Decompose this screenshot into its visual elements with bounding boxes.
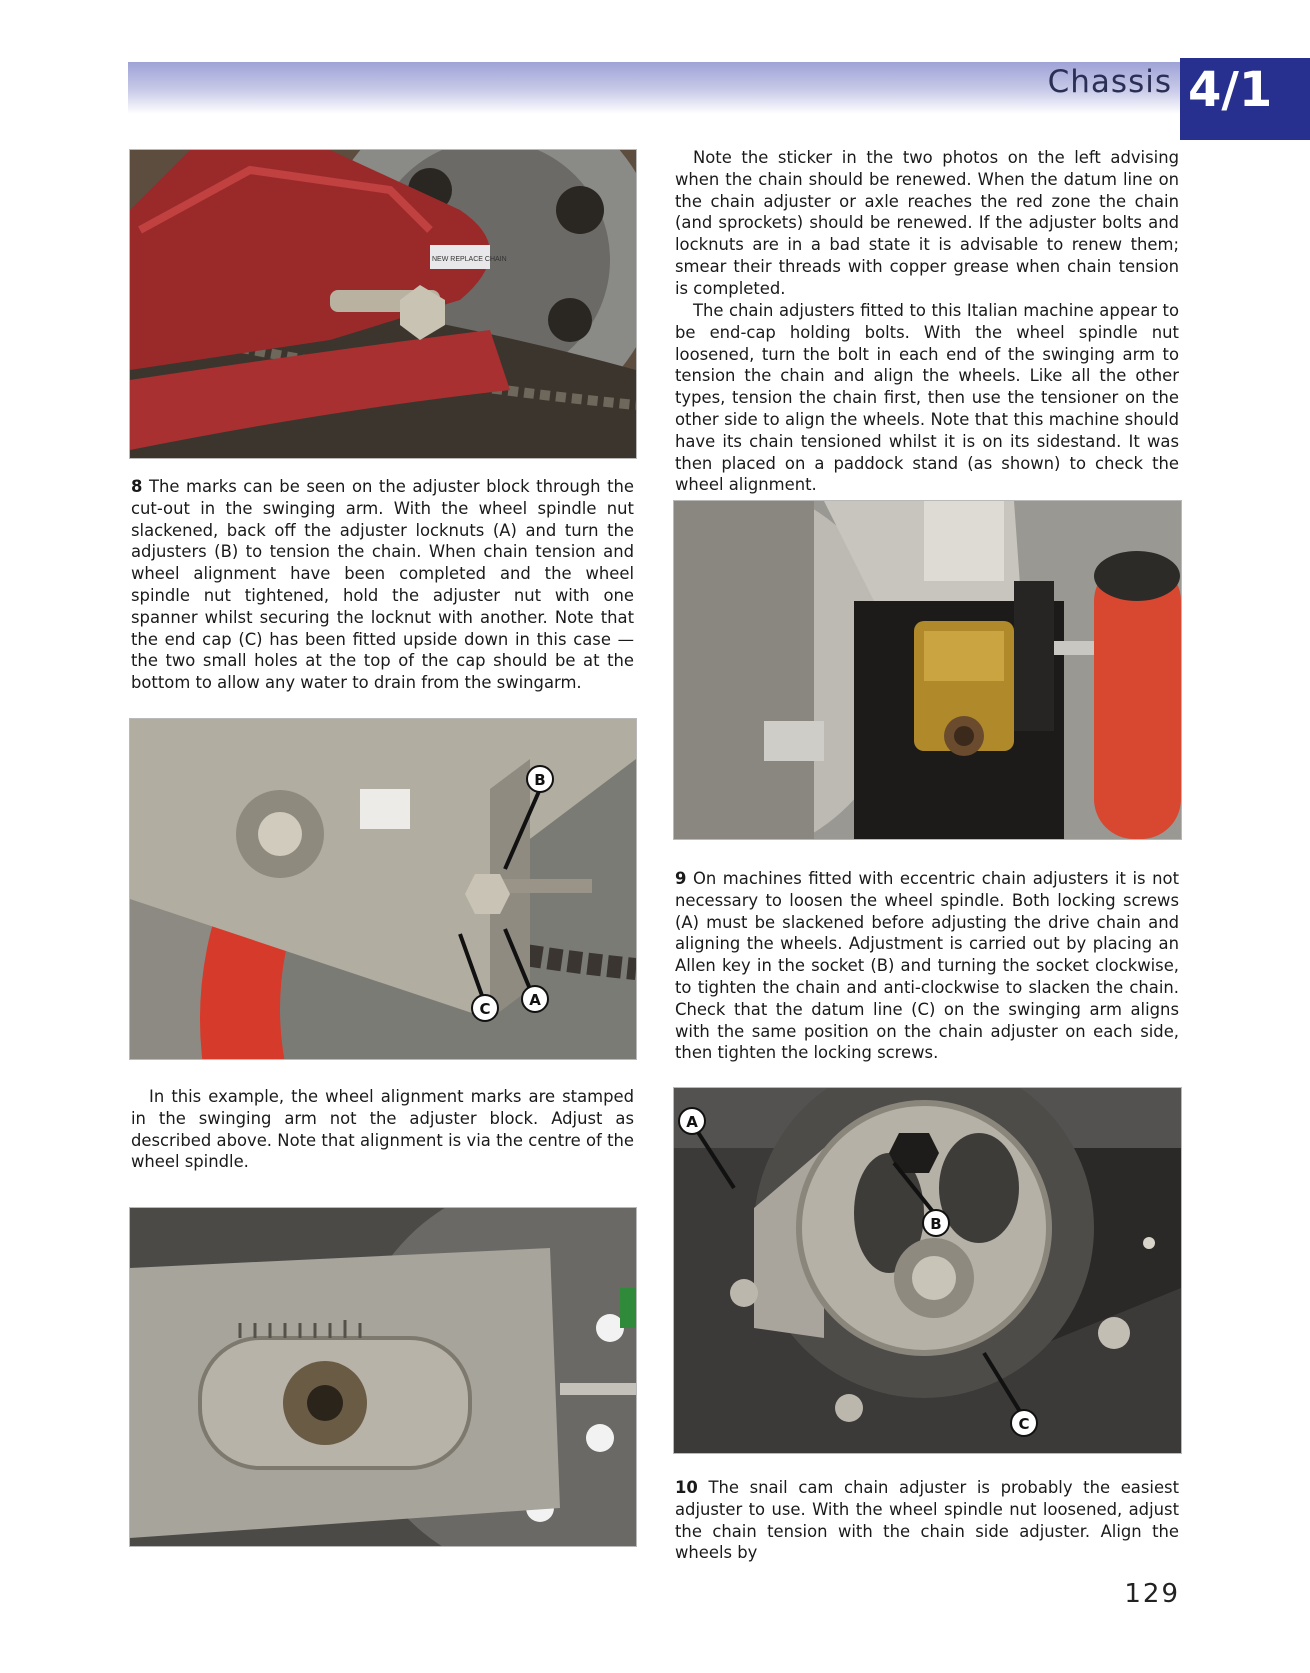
label-b: B	[534, 771, 546, 789]
caption-text-10: The snail cam chain adjuster is probably the easiest adjuster to use. With the wheel spindle nut loosened, adjust the chain tension with the chain side adjuster. Align the wheels by	[675, 1478, 1179, 1563]
label-a: A	[529, 991, 541, 1009]
caption-number-10: 10	[675, 1478, 698, 1497]
header-band	[128, 62, 1180, 114]
paragraph-sticker: Note the sticker in the two photos on the left advising when the chain should be renewed. When the datum line on the chain adjuster or axle reaches the red zone the chain (and sprockets) should be renewed. If the adjuster bolts and locknuts are in a bad state it is advisable to renew them; smear their threads with copper grease when chain tension is completed.	[675, 148, 1179, 298]
paragraph-italian-machine: The chain adjusters fitted to this Italian machine appear to be end-cap holding bolts. With the wheel spindle nut loosened, turn the bolt in each end of the swinging arm to tension the chain and align the wheels. Like all the other types, tension the chain first, then use the tensioner on the other side to align the wheels. Note that this machine should have its chain tensioned whilst it is on its sidestand. It was then placed on a paddock stand (as shown) to check the wheel alignment.	[675, 301, 1179, 495]
label-c: C	[479, 1000, 491, 1018]
caption-text-8: The marks can be seen on the adjuster block through the cut-out in the swinging arm. With the wheel spindle nut slackened, back off the adjuster locknuts (A) and turn the adjusters (B) to tension the chain. When chain tension and wheel alignment have been completed and the wheel spindle nut tightened, hold the adjuster nut with one spanner whilst securing the locknut with another. Note that the end cap (C) has been fitted upside down in this case — the two small holes at the top of the cap should be at the bottom to allow any water to drain from the swingarm.	[131, 477, 634, 693]
sticker-label: NEW REPLACE CHAIN	[432, 256, 507, 263]
caption-10	[675, 1477, 1179, 1564]
label-a-eccentric: A	[686, 1113, 698, 1131]
caption-9	[675, 868, 1179, 1064]
photo-red-swingarm-sticker	[129, 149, 637, 459]
photo-adjuster-abc	[129, 718, 637, 1060]
label-c-eccentric: C	[1018, 1415, 1030, 1433]
caption-number-8: 8	[131, 477, 143, 496]
paragraph-example: In this example, the wheel alignment marks are stamped in the swinging arm not the adjuster block. Adjust as described above. Note that alignment is via the centre of the wheel spindle.	[131, 1087, 634, 1172]
photo-alignment-marks	[129, 1207, 637, 1547]
caption-number-9: 9	[675, 869, 687, 888]
section-title: Chassis	[1047, 64, 1172, 100]
photo-paddock-stand	[673, 500, 1182, 840]
label-b-eccentric: B	[930, 1215, 942, 1233]
caption-8	[131, 476, 634, 694]
caption-text-9: On machines fitted with eccentric chain adjusters it is not necessary to loosen the wheel spindle. Both locking screws (A) must be slackened before adjusting the drive chain and aligning the wheels. Adjustment is carried out by placing an Allen key in the socket (B) and turning the socket clockwise, to tighten the chain and anti-clockwise to slacken the chain. Check that the datum line (C) on the swinging arm aligns with the same position on the chain adjuster on each side, then tighten the locking screws.	[675, 869, 1179, 1063]
photo-eccentric-adjuster-abc	[673, 1087, 1182, 1454]
page-number: 129	[1124, 1579, 1180, 1609]
chapter-tab: 4/1	[1180, 58, 1310, 140]
